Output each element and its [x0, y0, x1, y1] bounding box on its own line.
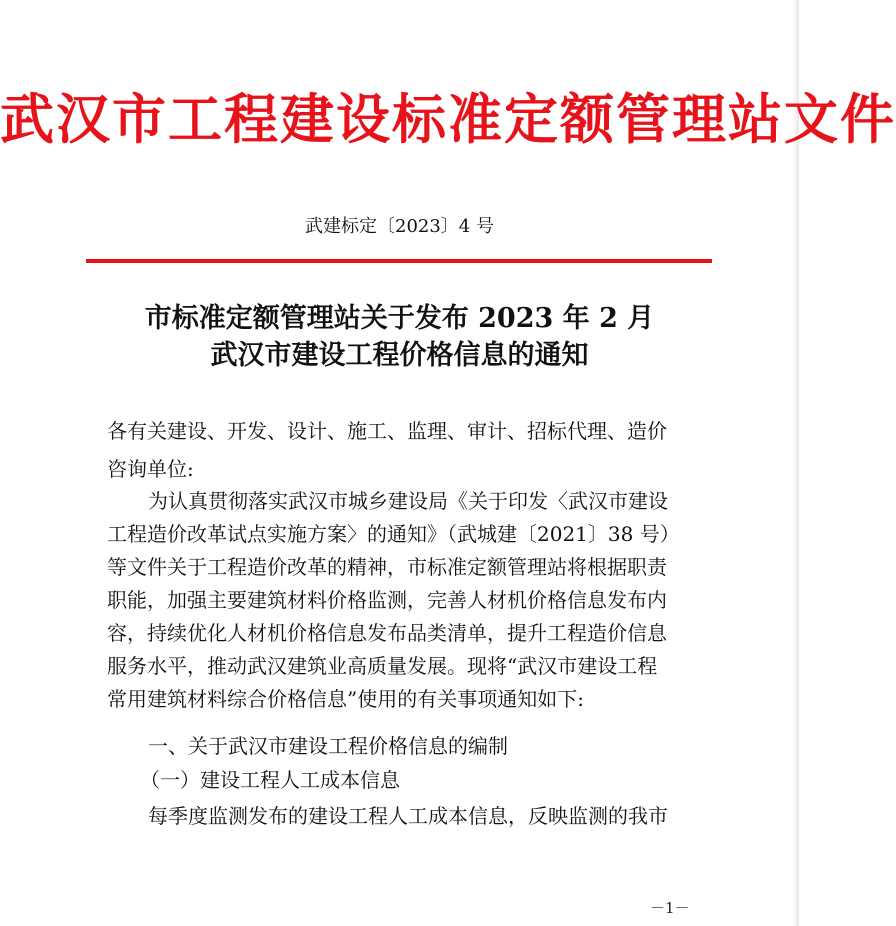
paragraph-line: 容，持续优化人材机价格信息发布品类清单，提升工程造价信息 — [107, 621, 667, 645]
notice-title-line-2: 武汉市建设工程价格信息的通知 — [210, 340, 589, 371]
subsection-text-line: 每季度监测发布的建设工程人工成本信息，反映监测的我市 — [148, 804, 668, 828]
addressee-line-2: 咨询单位: — [107, 457, 194, 481]
notice-title-line-1: 市标准定额管理站关于发布 2023 年 2 月 — [144, 303, 655, 334]
masthead-title: 武汉市工程建设标准定额管理站文件 — [0, 87, 896, 151]
paragraph-line: 为认真贯彻落实武汉市城乡建设局《关于印发〈武汉市建设 — [148, 489, 668, 513]
paragraph-line: 常用建筑材料综合价格信息”使用的有关事项通知如下: — [107, 687, 584, 711]
paragraph-line: 职能，加强主要建筑材料价格监测，完善人材机价格信息发布内 — [107, 588, 667, 612]
paragraph-line: 工程造价改革试点实施方案〉的通知》（武城建〔2021〕38 号） — [107, 522, 680, 546]
subsection-heading-1: （一）建设工程人工成本信息 — [140, 768, 400, 792]
addressee-line-1: 各有关建设、开发、设计、施工、监理、审计、招标代理、造价 — [107, 419, 667, 443]
document-number: 武建标定〔2023〕4 号 — [305, 216, 494, 237]
red-divider-line — [86, 259, 712, 263]
section-heading-1: 一、关于武汉市建设工程价格信息的编制 — [148, 734, 508, 758]
paragraph-line: 等文件关于工程造价改革的精神，市标准定额管理站将根据职责 — [107, 555, 667, 579]
page-number: －1－ — [650, 899, 690, 917]
paragraph-line: 服务水平，推动武汉建筑业高质量发展。现将“武汉市建设工程 — [107, 654, 658, 678]
